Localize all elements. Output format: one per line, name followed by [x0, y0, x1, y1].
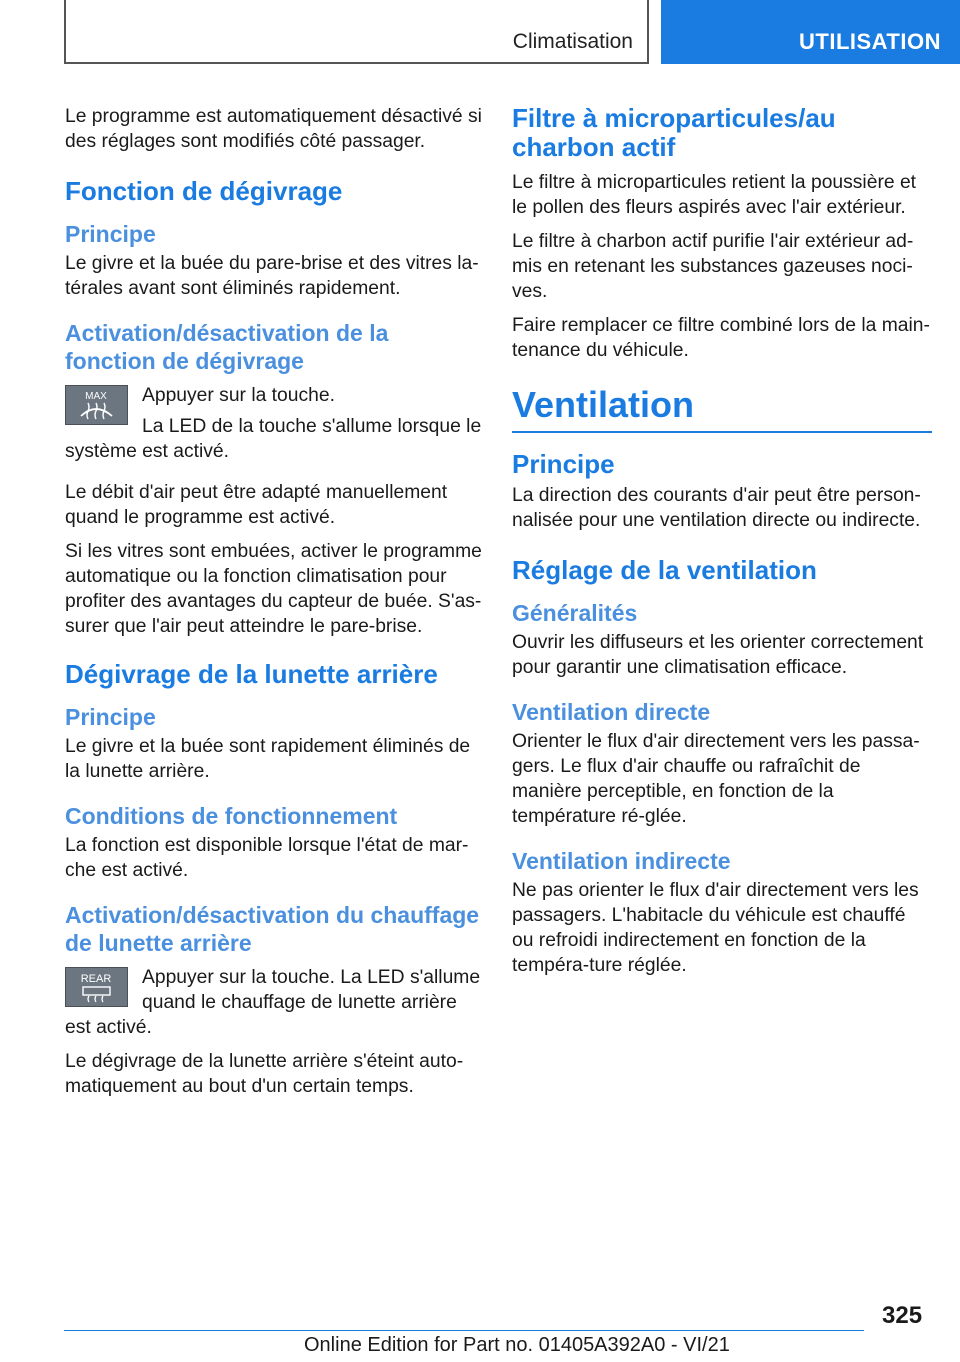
paragraph-filter-3: Faire remplacer ce filtre combiné lors de la main-tenance du véhicule. — [512, 315, 930, 361]
heading-generalites: Généralités — [512, 600, 638, 626]
section-title: UTILISATION — [799, 29, 941, 54]
right-column — [512, 104, 932, 987]
heading-defrost-function: Fonction de dégivrage — [65, 176, 343, 206]
paragraph-conditions: La fonction est disponible lorsque l'état de mar-che est activé. — [65, 835, 469, 881]
paragraph-principe: La direction des courants d'air peut être person-nalisée pour une ventilation directe ou indirecte. — [512, 485, 921, 531]
heading-ventilation: Ventilation — [512, 383, 932, 433]
heading-directe: Ventilation directe — [512, 699, 711, 725]
press-button-text: Appuyer sur la touche. — [142, 385, 335, 406]
heading-conditions: Conditions de fonctionnement — [65, 803, 398, 829]
header-chapter-box — [64, 0, 649, 64]
heading-rear-defrost: Dégivrage de la lunette arrière — [65, 659, 438, 689]
footer-divider — [64, 1330, 864, 1331]
heading-indirecte: Ventilation indirecte — [512, 848, 731, 874]
led-text-continued: système est activé. — [65, 441, 229, 462]
heading-activation-rear: Activation/désactivation du chauffage de lunette arrière — [65, 902, 480, 956]
left-column — [65, 104, 485, 1108]
max-defrost-button-icon — [65, 385, 128, 425]
chapter-title: Climatisation — [512, 30, 633, 53]
max-label: MAX — [85, 391, 107, 402]
paragraph-vitres: Si les vitres sont embuées, activer le programme automatique ou la fonction climatisation pour profiter des avantages du capteur de buée. S'as-surer que l'air peut atteindre le pare-brise. — [65, 541, 482, 637]
paragraph-principe-1: Le givre et la buée du pare-brise et des vitres la-térales avant sont éliminés rapidement. — [65, 253, 479, 299]
rear-button-row — [65, 965, 485, 1015]
heading-activation-defrost: Activation/désactivation de la fonction de dégivrage — [65, 320, 389, 374]
heading-principe-1: Principe — [65, 221, 156, 247]
press-rear-continued: est activé. — [65, 1017, 152, 1038]
heading-filter: Filtre à microparticules/au charbon actif — [512, 103, 836, 162]
paragraph-filter-2: Le filtre à charbon actif purifie l'air extérieur ad-mis en retenant les substances gazeuses noci-ves. — [512, 231, 914, 302]
paragraph-principe-2: Le givre et la buée sont rapidement éliminés de la lunette arrière. — [65, 736, 471, 782]
paragraph-filter-1: Le filtre à microparticules retient la poussière et le pollen des fleurs aspirés avec l'air extérieur. — [512, 172, 917, 218]
paragraph-auto-off: Le dégivrage de la lunette arrière s'éteint auto-matiquement au bout d'un certain temps. — [65, 1051, 464, 1097]
intro-paragraph: Le programme est automatiquement désactivé si des réglages sont modifiés côté passager. — [65, 106, 482, 152]
footer-edition: Online Edition for Part no. 01405A392A0 - VI/21 — [304, 1334, 730, 1356]
paragraph-indirecte: Ne pas orienter le flux d'air directement vers les passagers. L'habitacle du véhicule est chauffé ou refroidi indirectement en fonction de la tempéra-ture réglée. — [512, 880, 919, 976]
header-section-tab — [661, 0, 960, 64]
paragraph-generalites: Ouvrir les diffuseurs et les orienter correctement pour garantir une climatisation efficace. — [512, 632, 924, 678]
heading-principe-2: Principe — [65, 704, 156, 730]
heading-reglage: Réglage de la ventilation — [512, 555, 817, 585]
led-text: La LED de la touche s'allume lorsque le — [142, 416, 482, 437]
page-number: 325 — [882, 1302, 923, 1329]
max-button-row — [65, 383, 485, 439]
heading-principe: Principe — [512, 449, 615, 479]
rear-label: REAR — [80, 973, 112, 985]
paragraph-directe: Orienter le flux d'air directement vers les passa-gers. Le flux d'air chauffe ou rafraîchit de manière perceptible, en fonction de la température ré-glée. — [512, 731, 920, 827]
rear-defrost-button-icon — [65, 967, 128, 1007]
press-rear-button-text: Appuyer sur la touche. La LED s'allume quand le chauffage de lunette arrière — [142, 967, 481, 1013]
paragraph-debit: Le débit d'air peut être adapté manuellement quand le programme est activé. — [65, 482, 448, 528]
